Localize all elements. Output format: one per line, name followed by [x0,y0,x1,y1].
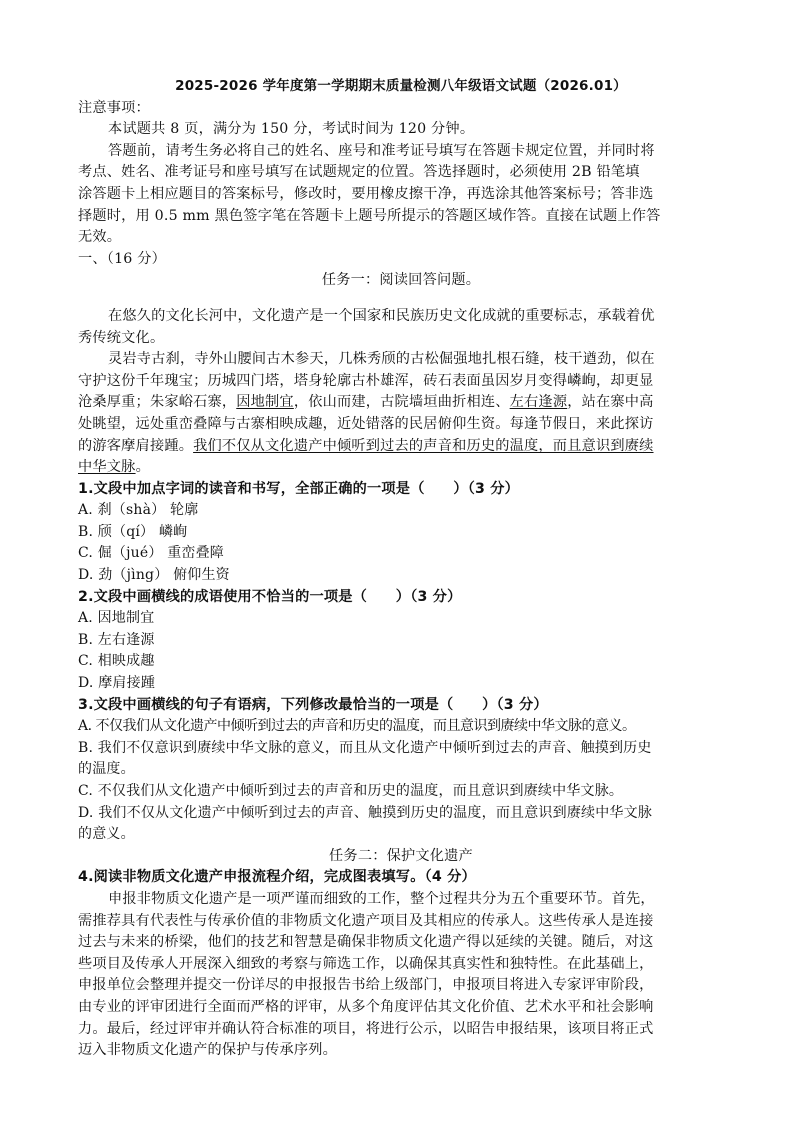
question-2-option-b: B. 左右逢源 [78,631,155,648]
passage-text: ，站在寨中高 [567,394,654,411]
notice-para-2-line: 考点、姓名、准考证号和座号填写在试题规定的位置。答选择题时，必须使用 2B 铅笔填 [78,164,640,181]
question-1-option-b: B. 颀（qí） 嶙峋 [78,523,188,540]
notice-para-2-line: 答题前，请考生务必将自己的姓名、座号和准考证号填写在答题卡规定位置，并同时将 [108,142,655,159]
question-1-option-c: C. 倔（jué） 重峦叠障 [78,545,225,562]
notice-para-1: 本试题共 8 页，满分为 150 分，考试时间为 120 分钟。 [108,121,475,138]
passage-line: 守护这份千年瑰宝；历城四门塔，塔身轮廓古朴雄浑，砖石表面虽因岁月变得嶙峋，却更显 [78,372,654,389]
passage-line: 在悠久的文化长河中，文化遗产是一个国家和民族历史文化成就的重要标志，承载着优 [108,307,655,324]
question-3-option-d: D. 我们不仅从文化遗产中倾听到过去的声音、触摸到历史的温度，而且意识到赓续中华文脉 [78,804,653,821]
question-3-option-b-cont: 的温度。 [78,761,135,778]
underlined-idiom-1: 因地制宜 [236,394,294,411]
passage-line: 灵岩寺古刹，寺外山腰间古木参天，几株秀颀的古松倔强地扎根石缝，枝干遒劲，似在 [108,351,655,368]
question-4-stem: 4.阅读非物质文化遗产申报流程介绍，完成图表填写。（4 分） [78,869,476,886]
question-1-option-a: A. 刹（shà） 轮廓 [78,502,199,519]
passage-line [78,392,724,414]
question-2-stem: 2.文段中画横线的成语使用不恰当的一项是（ ）（3 分） [78,588,462,605]
notice-heading: 注意事项： [78,99,150,116]
notice-para-2-line: 择题时，用 0.5 mm 黑色签字笔在答题卡上题号所提示的答题区域作答。直接在试题上作答 [78,207,661,224]
question-4-text-line: 申报非物质文化遗产是一项严谨而细致的工作，整个过程共分为五个重要环节。首先， [108,890,655,907]
exam-page [78,76,724,1062]
passage-text: 沧桑厚重；朱家峪石寨， [78,394,237,411]
question-3-option-b: B. 我们不仅意识到赓续中华文脉的意义，而且从文化遗产中倾听到过去的声音、触摸到历史 [78,739,652,756]
underlined-sentence-end: 中华文脉 [78,459,136,476]
notice-para-2-line: 涂答题卡上相应题目的答案标号，修改时，要用橡皮擦干净，再选涂其他答案标号；答非选 [78,185,654,202]
spacer [78,292,724,306]
question-4-text-line: 需推荐具有代表性与传承价值的非物质文化遗产项目及其相应的传承人。这些传承人是连接 [78,912,654,929]
question-1-option-d: D. 劲（jìng） 俯仰生资 [78,567,230,584]
question-3-stem: 3.文段中画横线的句子有语病，下列修改最恰当的一项是（ ）（3 分） [78,696,548,713]
passage-line: 处眺望，远处重峦叠障与古寨相映成趣，近处错落的民居俯仰生资。每逢节假日，来此探访 [78,415,654,432]
question-4-text-line: 迈入非物质文化遗产的保护与传承序列。 [78,1042,337,1059]
question-4-text-line: 些项目及传承人开展深入细致的考察与筛选工作，以确保其真实性和独特性。在此基础上， [78,955,654,972]
question-2-option-c: C. 相映成趣 [78,653,155,670]
question-2-option-d: D. 摩肩接踵 [78,675,156,692]
underlined-idiom-2: 左右逢源 [509,394,568,411]
exam-title: 2025-2026 学年度第一学期期末质量检测八年级语文试题（2026.01） [175,78,627,94]
task-1-title: 任务一：阅读回答问题。 [321,272,481,289]
task-2-title: 任务二：保护文化遗产 [329,847,473,864]
question-2-option-a: A. 因地制宜 [78,610,155,627]
passage-line: 秀传统文化。 [78,329,165,346]
question-4-text-line: 过去与未来的桥梁，他们的技艺和智慧是确保非物质文化遗产得以延续的关键。随后，对这 [78,934,654,951]
passage-text: 。 [135,459,150,476]
notice-para-2-line: 无效。 [78,229,122,246]
question-3-option-c: C. 不仅我们从文化遗产中倾听到过去的声音和历史的温度，而且意识到赓续中华文脉。 [78,783,624,799]
underlined-sentence: 我们不仅从文化遗产中倾听到过去的声音和历史的温度，而且意识到赓续 [193,437,654,454]
passage-text: ，依山而建，古院墙垣曲折相连、 [293,394,510,411]
passage-text: 的游客摩肩接踵。 [78,437,194,454]
passage-line [78,457,724,479]
passage-line [78,436,724,458]
question-3-option-d-cont: 的意义。 [78,826,135,843]
question-1-stem: 1.文段中加点字词的读音和书写，全部正确的一项是（ ）（3 分） [78,480,520,497]
question-3-option-a: A. 不仅我们从文化遗产中倾听到过去的声音和历史的温度，而且意识到赓续中华文脉的意义。 [78,718,636,735]
question-4-text-line: 申报单位会整理并提交一份详尽的申报报告书给上级部门，申报项目将进入专家评审阶段， [78,977,654,994]
question-4-text-line: 由专业的评审团进行全面而严格的评审，从多个角度评估其文化价值、艺术水平和社会影响 [78,998,654,1015]
section-1-heading: 一、（16 分） [78,250,167,267]
question-4-text-line: 力。最后，经过评审并确认符合标准的项目，将进行公示，以昭告申报结果，该项目将正式 [78,1020,654,1037]
